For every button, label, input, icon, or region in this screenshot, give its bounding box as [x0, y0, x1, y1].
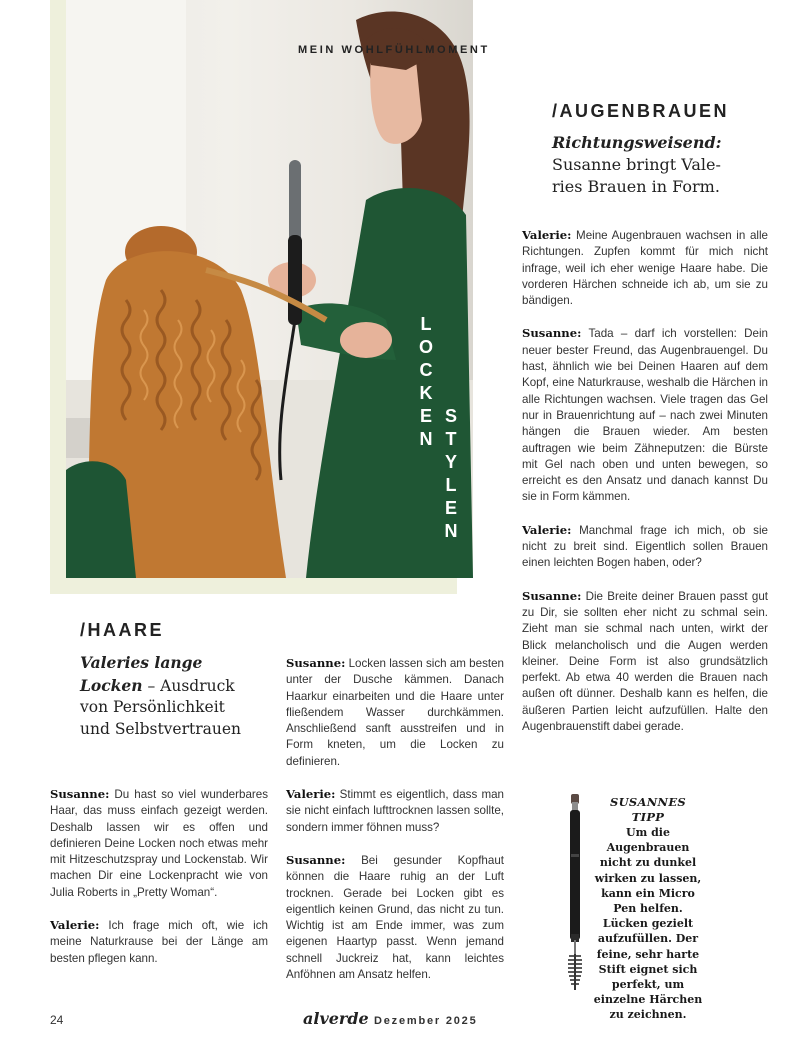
interview-column-middle [286, 655, 504, 999]
vertical-text-stylen: S T Y L E N [444, 406, 458, 541]
tipp-heading: SUSANNES TIPP [609, 795, 687, 824]
paragraph: Valerie: Stimmt es eigentlich, dass man sie nicht einfach lufttrocknen lassen sollte, sondern immer föhnen muss? [286, 787, 504, 834]
lead-augenbrauen: Richtungsweisend: Susanne bringt Vale- ries Brauen in Form. [552, 133, 722, 196]
eyebrow-pen-image [563, 794, 587, 992]
section-title-augenbrauen: /AUGENBRAUEN [552, 101, 730, 121]
interview-column-right [522, 227, 768, 751]
vertical-text-locken: L O C K E N [418, 314, 433, 449]
paragraph: Valerie: Meine Augenbrauen wachsen in alle Richtungen. Zupfen kommt für mich nicht infrage, weil ich eher wenige Haare habe. Die vorderen Härchen schneide ich ab, um sie zu bändigen. [522, 228, 768, 308]
lead-haare: Valeries lange Locken – Ausdruck von Persönlichkeit und Selbstvertrauen [80, 653, 242, 738]
paragraph: Susanne: Die Breite deiner Brauen passt gut zu Dir, sie sollten eher nicht zu schmal sein. Zieht man sie schmal nach unten, wirkt der Blick melancholisch und die Augen werden kleiner. Deine Form ist also grundsätzlich perfekt. Ab etwa 40 werden die Brauen nach außen oft dünner. Deshalb kann es helfen, die äußeren Partien leicht aufzufüllen. Halte den Augenbrauenstift dabei gerade. [522, 588, 768, 734]
hairstyling-photo [66, 0, 473, 578]
paragraph: Susanne: Locken lassen sich am besten unter der Dusche kämmen. Danach Haarkur einarbeiten und die Haare unter fließendem Wasser durchkämmen. Anschließend sanft ausstreifen und in Form kneten, um die Locken zu definieren. [286, 656, 504, 768]
page-number: 24 [50, 1013, 64, 1027]
tipp-box [592, 795, 704, 1023]
paragraph: Susanne: Du hast so viel wunderbares Haar, das muss einfach gezeigt werden. Deshalb lassen wir es offen und definieren Deine Locken noch etwas mehr mit Hitzeschutzspray und Lockenstab. Wir machen Dir eine Lockenpracht wie von Julia Roberts in „Pretty Woman“. [50, 787, 268, 899]
photo-illustration [66, 0, 473, 578]
paragraph: Valerie: Manchmal frage ich mich, ob sie nicht zu breit sind. Eigentlich sollen Brauen einen leichten Bogen haben, oder? [522, 522, 768, 570]
magazine-logo: alverde [303, 1009, 369, 1028]
paragraph: Susanne: Tada – darf ich vorstellen: Dein neuer bester Freund, das Augenbrauengel. Du hast, ähnlich wie bei Deinen Haaren auf dem Kopf, eine Naturkrause, weshalb die Härchen in alle Richtungen wachsen. Viele tragen das Gel nur in Brauenrichtung auf – nach zwei Minuten hängen die Brauen wieder. Am besten auftragen wie beim Zähneputzen: die Bürste mit Gel nach oben und unten bewegen, so erreicht es den Ansatz und danach kannst Du sie in Form kämmen. [522, 326, 768, 504]
section-title-haare: /HAARE [80, 620, 165, 640]
paragraph: Susanne: Bei gesunder Kopfhaut können die Haare ruhig an der Luft trocknen. Gerade bei Locken gibt es eigentlich keinen Grund, das nicht zu tun. Wichtig ist am Ende immer, was zum eigenen Haartyp passt. Wenn jemand schnell Juckreiz hat, kann leichtes Anföhnen am Ansatz helfen. [286, 852, 504, 982]
section-kicker: MEIN WOHLFÜHLMOMENT [298, 44, 490, 56]
tipp-text: Um die Augenbrauen nicht zu dunkel wirken zu lassen, kann ein Micro Pen helfen. Lücken gezielt aufzufüllen. Der feine, sehr harte Stift eignet sich perfekt, um einzelne Härchen zu zeichnen. [593, 826, 703, 1022]
paragraph: Valerie: Ich frage mich oft, wie ich meine Naturkrause bei der Länge am besten pflegen kann. [50, 918, 268, 965]
issue-date: Dezember 2025 [374, 1015, 478, 1027]
interview-column-left [50, 786, 268, 983]
